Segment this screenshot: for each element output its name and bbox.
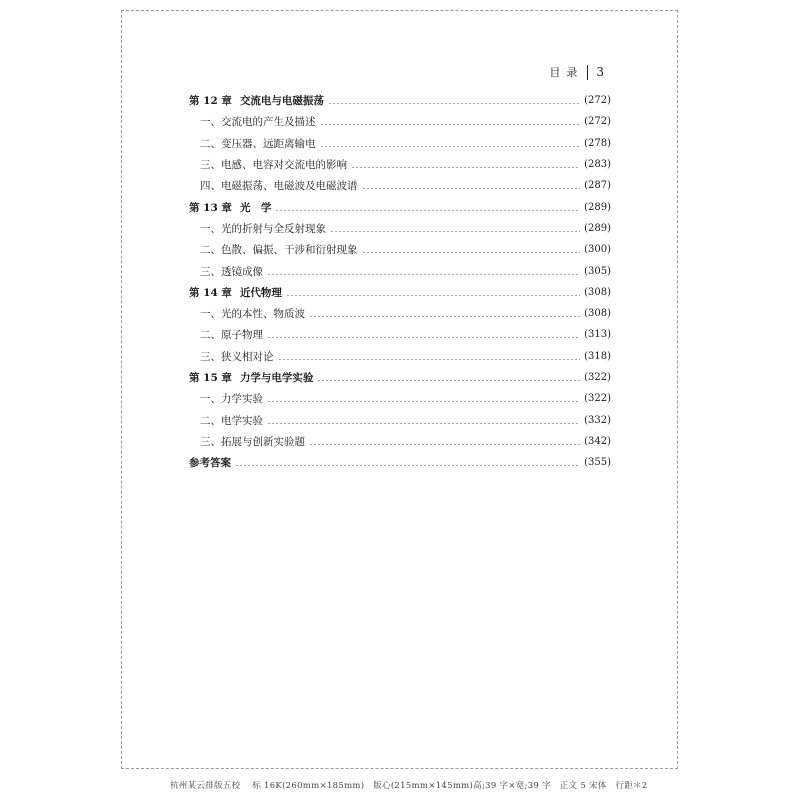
dot-leader	[235, 465, 580, 466]
page-reference: (308)	[584, 286, 611, 298]
section-title: 三、电感、电容对交流电的影响	[200, 159, 347, 172]
toc-section-row	[189, 388, 611, 409]
section-title: 二、变压器、远距离输电	[200, 137, 316, 150]
page-reference: (305)	[584, 265, 611, 277]
print-spec-footer: 杭州某云排版五校 标 16K(260mm×185mm) 版心(215mm×145mm)高;39 字×宽;39 字 正文 5 宋体 行距＊2	[170, 781, 648, 791]
toc-section-row	[189, 324, 611, 345]
toc-section-row	[189, 260, 611, 281]
header-page-number: 3	[596, 65, 604, 79]
section-title: 一、交流电的产生及描述	[200, 116, 316, 129]
chapter-title: 光 学	[239, 201, 272, 214]
dot-leader	[286, 295, 580, 296]
toc-chapter-row	[189, 90, 611, 111]
dot-leader	[320, 124, 581, 125]
toc-section-row	[189, 154, 611, 175]
dot-leader	[278, 359, 581, 360]
page-reference: (300)	[584, 244, 611, 256]
dot-leader	[330, 231, 580, 232]
toc-section-row	[189, 239, 611, 260]
chapter-title: 交流电与电磁振荡	[239, 95, 324, 108]
page-reference: (308)	[584, 308, 611, 320]
page-reference: (322)	[584, 393, 611, 405]
dot-leader	[275, 210, 580, 211]
dot-leader	[320, 146, 581, 147]
page-reference: (272)	[584, 95, 611, 107]
page-reference: (318)	[584, 350, 611, 362]
chapter-title: 参考答案	[189, 457, 231, 470]
toc-section-row	[189, 431, 611, 452]
section-title: 一、光的本性、物质波	[200, 308, 305, 321]
toc-section-row	[189, 346, 611, 367]
chapter-number: 第 13 章	[189, 201, 232, 214]
page-reference: (272)	[584, 116, 611, 128]
toc-section-row	[189, 175, 611, 196]
page-header	[549, 64, 604, 80]
section-title: 三、拓展与创新实验题	[200, 435, 305, 448]
page-reference: (342)	[584, 435, 611, 447]
dot-leader	[351, 167, 580, 168]
section-title: 二、色散、偏振、干涉和衍射现象	[200, 244, 358, 257]
dot-leader	[309, 444, 580, 445]
dot-leader	[267, 401, 580, 402]
page-reference: (322)	[584, 372, 611, 383]
toc-section-row	[189, 111, 611, 132]
dot-leader	[362, 252, 581, 253]
toc-chapter-row	[189, 196, 611, 217]
section-title: 二、原子物理	[200, 329, 263, 342]
toc-chapter-row	[189, 367, 611, 388]
page-reference: (278)	[584, 137, 611, 149]
section-title: 三、透镜成像	[200, 265, 263, 278]
chapter-title: 力学与电学实验	[239, 372, 314, 384]
toc-section-row	[189, 303, 611, 324]
page-reference: (332)	[584, 414, 611, 426]
page-reference: (289)	[584, 222, 611, 234]
section-title: 一、光的折射与全反射现象	[200, 222, 326, 235]
table-of-contents	[189, 90, 611, 473]
dot-leader	[317, 380, 580, 381]
header-divider	[587, 65, 588, 80]
toc-chapter-row	[189, 282, 611, 303]
dot-leader	[362, 188, 581, 189]
chapter-number: 第 15 章	[189, 372, 232, 384]
section-title: 三、狭义相对论	[200, 350, 274, 363]
chapter-number: 第 14 章	[189, 286, 232, 299]
chapter-title: 近代物理	[239, 286, 282, 299]
toc-section-row	[189, 133, 611, 154]
dot-leader	[309, 316, 580, 317]
page-reference: (283)	[584, 159, 611, 171]
toc-section-row	[189, 409, 611, 430]
section-title: 一、力学实验	[200, 393, 263, 406]
dot-leader	[328, 103, 580, 104]
toc-chapter-row	[189, 452, 611, 473]
page-reference: (287)	[584, 180, 611, 192]
dot-leader	[267, 274, 580, 275]
page-reference: (289)	[584, 201, 611, 213]
header-title: 目录	[549, 66, 584, 79]
dot-leader	[267, 337, 580, 338]
dot-leader	[267, 423, 580, 424]
section-title: 四、电磁振荡、电磁波及电磁波谱	[200, 180, 358, 193]
toc-section-row	[189, 218, 611, 239]
chapter-number: 第 12 章	[189, 95, 232, 108]
page-reference: (355)	[584, 457, 611, 469]
page-reference: (313)	[584, 329, 611, 341]
section-title: 二、电学实验	[200, 414, 263, 427]
